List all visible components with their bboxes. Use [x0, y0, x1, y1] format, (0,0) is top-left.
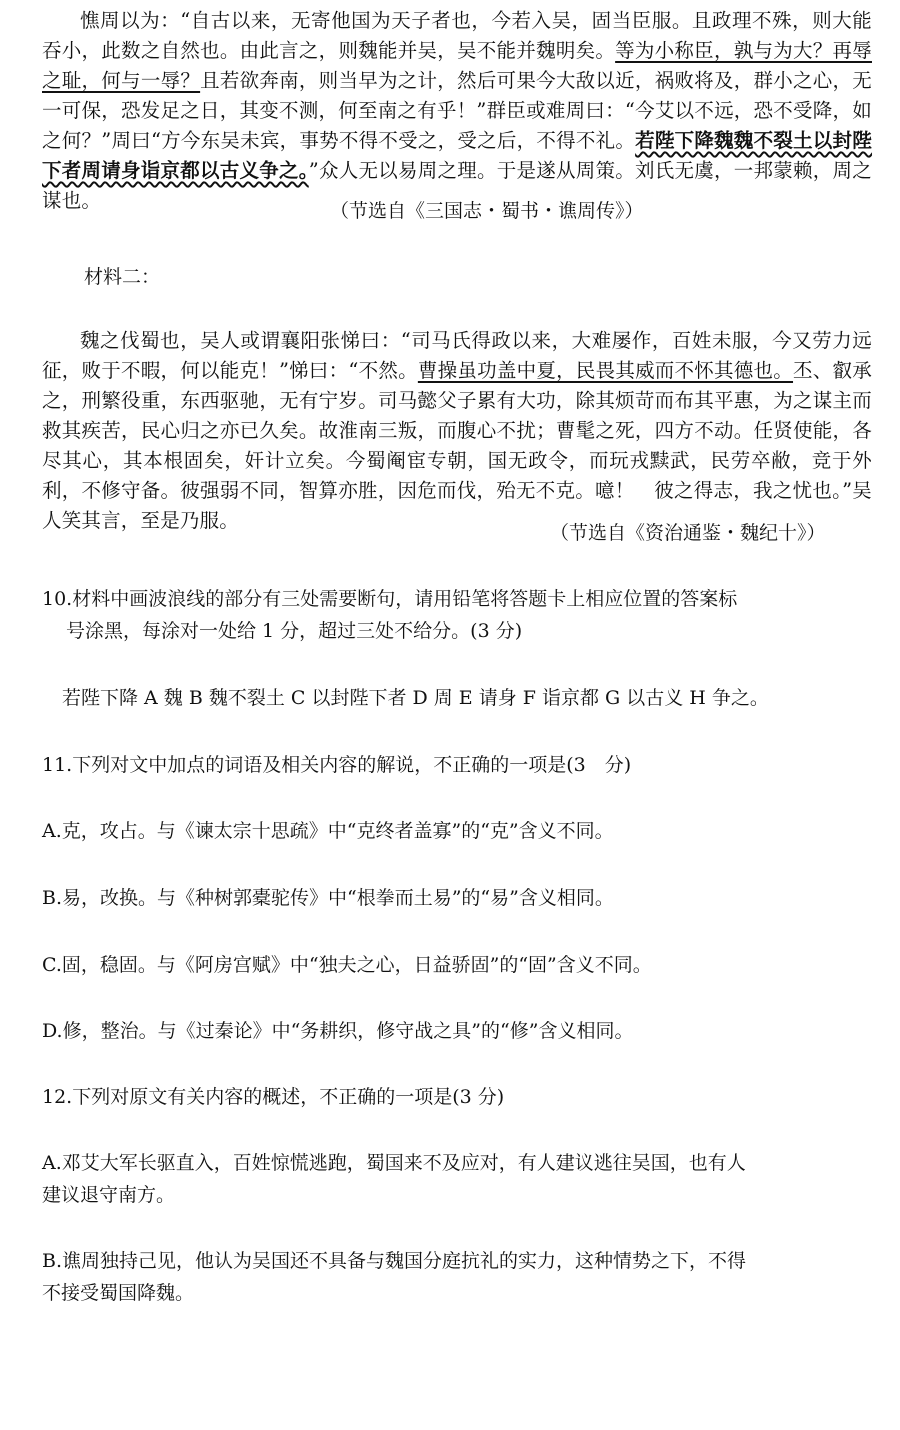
passage-text: 憔周以为：“自古以来，无寄他国为天子者也，今若入吴，固当臣服。且政理不殊，则大能吞小，此数之自然也。由此言之，则魏能并吴，吴不能并魏明矣。	[42, 9, 872, 62]
question12-stem: 12.下列对原文有关内容的概述，不正确的一项是(3 分)	[42, 1086, 505, 1108]
question12-option-a-line2: 建议退守南方。	[42, 1184, 176, 1206]
question10-line2: 号涂黑，每涂对一处给 1 分，超过三处不给分。(3 分)	[66, 620, 523, 642]
question12-option-a-line1: A.邓艾大军长驱直入，百姓惊慌逃跑，蜀国来不及应对，有人建议逃往吴国，也有人	[42, 1152, 746, 1174]
underlined-sentence: 等为小称臣，孰与为大？再辱之耻，何与一辱？	[42, 39, 872, 92]
question10-sentence: 若陛下降 A 魏 B 魏不裂土 C 以封陛下者 D 周 E 请身 F 诣京都 G 以古义 H 争之。	[62, 687, 769, 709]
question11-option-b: B.易，改换。与《种树郭橐驼传》中“根拳而土易”的“易”含义相同。	[42, 887, 614, 909]
passage-text: 丕、叡承之，刑繁役重，东西驱驰，无有宁岁。司马懿父子累有大功，除其烦苛而布其平惠，为之谋主而救其疾苦，民心归之亦已久矣。故淮南三叛，而腹心不扰；曹髦之死，四方不动。任贤使能，各尽其心，其本根固矣，奸计立矣。今蜀阉宦专朝，国无政令，而玩戎黩武，民劳卒敝，竞于外利，不修守备。彼强弱不同，智算亦胜，因危而伐，殆无不克。噫！ 彼之得志，我之忧也。”吴人笑其言，至是乃服。	[42, 359, 872, 532]
material2-source: （节选自《资治通鉴・魏纪十》）	[550, 522, 826, 544]
material2-passage	[42, 326, 872, 536]
question11-option-c: C.固，稳固。与《阿房宫赋》中“独夫之心，日益骄固”的“固”含义不同。	[42, 954, 652, 976]
material2-heading: 材料二：	[84, 266, 161, 288]
question10-line1: 10.材料中画波浪线的部分有三处需要断句，请用铅笔将答题卡上相应位置的答案标	[42, 588, 738, 610]
question12-option-b-line2: 不接受蜀国降魏。	[42, 1282, 195, 1304]
passage-text: 魏之伐蜀也，吴人或谓襄阳张悌曰：“司马氏得政以来，大难屡作，百姓未服，今又劳力远征，败于不暇，何以能克！”悌曰：“不然。	[42, 329, 872, 382]
question11-stem: 11.下列对文中加点的词语及相关内容的解说，不正确的一项是(3 分)	[42, 754, 632, 776]
question11-option-a: A.克，攻占。与《谏太宗十思疏》中“克终者盖寡”的“克”含义不同。	[42, 820, 614, 842]
passage-text: ”众人无以易周之理。于是遂从周策。刘氏无虞，一邦蒙赖，周之谋也。	[42, 159, 872, 212]
passage-text: 且若欲奔南，则当早为之计，然后可果今大敌以近，祸败将及，群小之心，无一可保，恐发足之日，其变不测，何至南之有乎！”群臣或难周曰：“今艾以不远，恐不受降，如之何？”周曰“方今东吴未宾，事势不得不受之，受之后，不得不礼。	[42, 69, 872, 152]
material1-source: （节选自《三国志・蜀书・谯周传》）	[330, 200, 644, 222]
wavy-underlined-sentence: 若陛下降魏魏不裂土以封陛下者周请身诣京都以古义争之。	[42, 129, 873, 182]
question11-option-d: D.修，整治。与《过秦论》中“务耕织，修守战之具”的“修”含义相同。	[42, 1020, 634, 1042]
material1-passage	[42, 6, 872, 216]
question12-option-b-line1: B.谯周独持己见，他认为吴国还不具备与魏国分庭抗礼的实力，这种情势之下，不得	[42, 1250, 747, 1272]
underlined-sentence: 曹操虽功盖中夏，民畏其威而不怀其德也。	[417, 359, 794, 382]
